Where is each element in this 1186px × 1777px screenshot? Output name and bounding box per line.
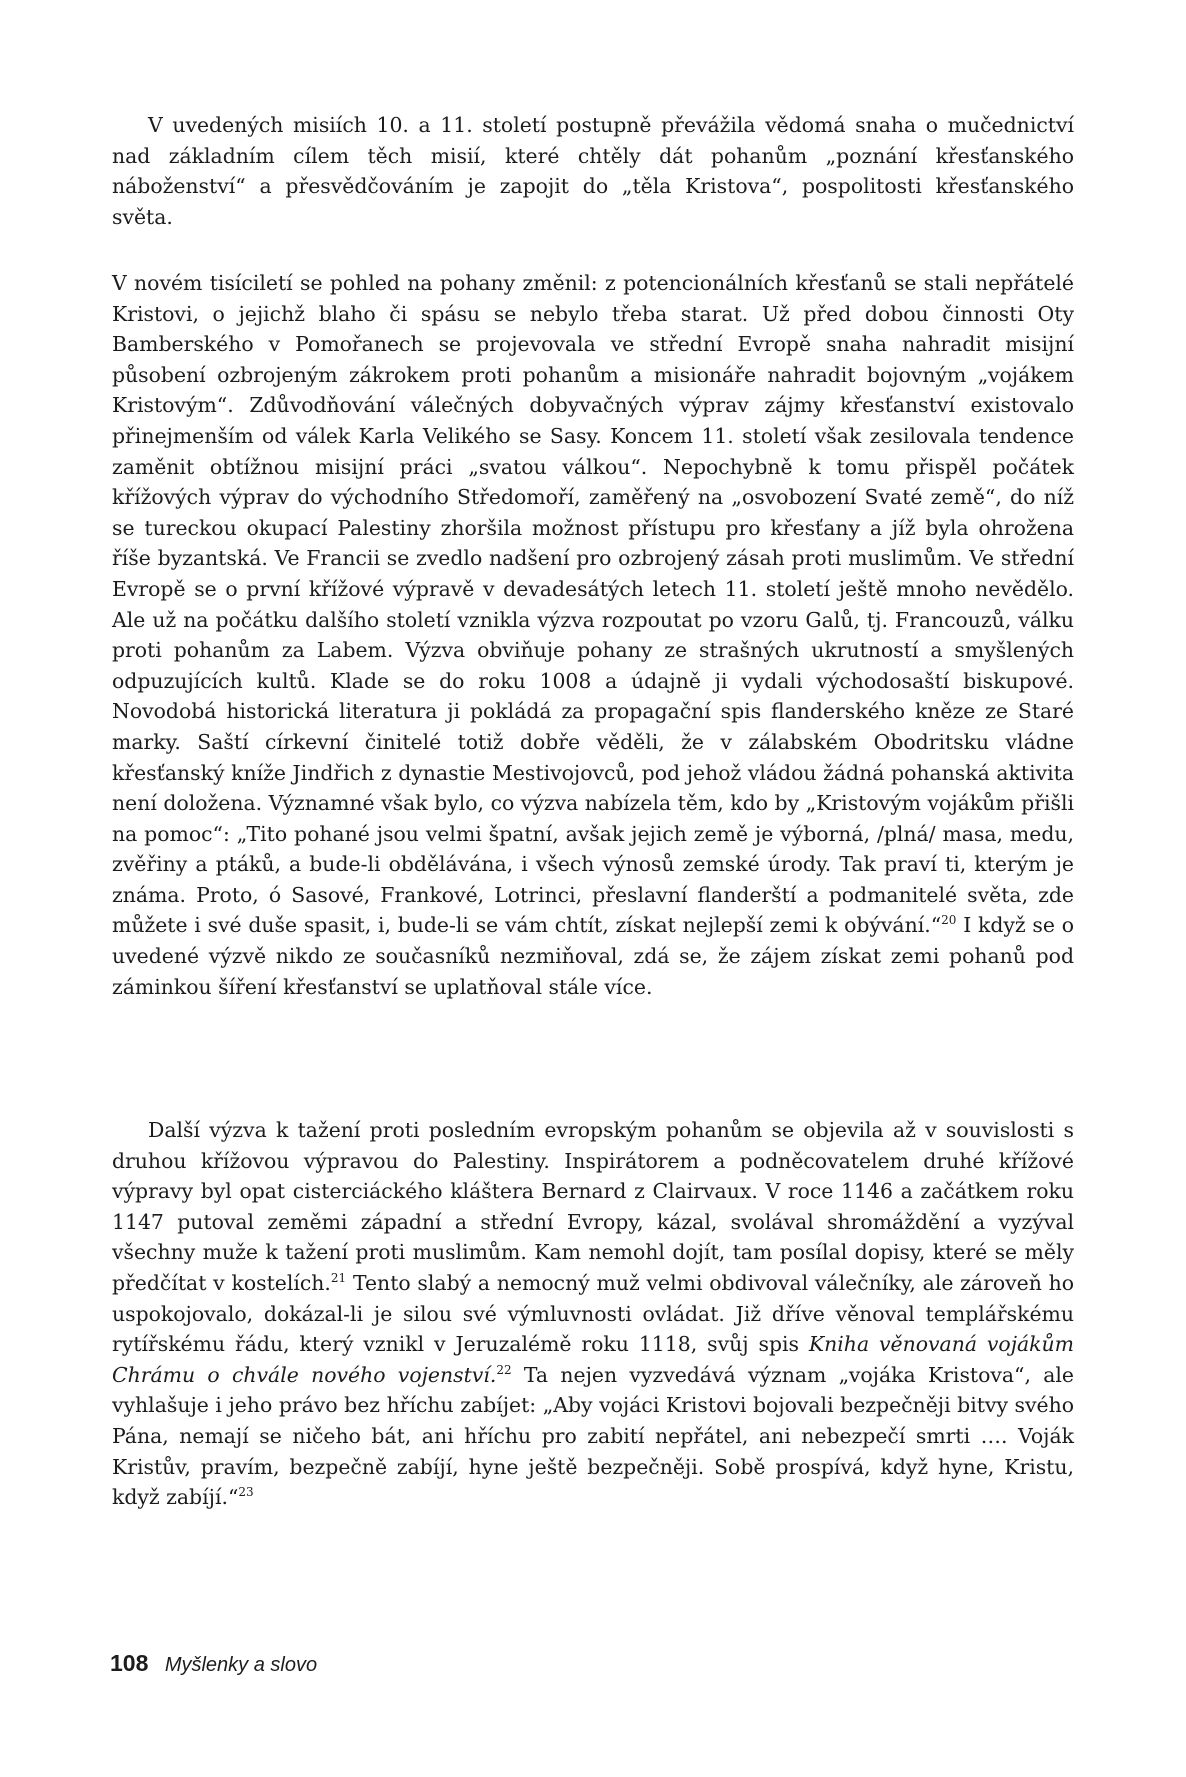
page-number: 108 <box>110 1650 149 1676</box>
footnote-marker: 23 <box>238 1485 254 1500</box>
footnote-marker: 20 <box>941 913 957 928</box>
text-run: Ta nejen vyzvedává význam „vojáka Kristova“, ale vyhlašuje i jeho právo bez hříchu zabíjet: „Aby vojáci Kristovi bojovali bezpečněji bitvy svého Pána, nemají se ničeho bát, ani hříchu pro zabití nepřátel, ani nebezpečí smrti …. Voják Kristův, pravím, bezpečně zabíjí, hyne ještě bezpečněji. Sobě prospívá, když hyne, Kristu, když zabíjí.“ <box>112 1362 1075 1510</box>
paragraph-text <box>112 110 1074 232</box>
footnote-marker: 21 <box>330 1271 347 1286</box>
text-run: Další výzva k tažení proti posledním evropským pohanům se objevila až v souvislosti s druhou křížovou výpravou do Palestiny. Inspirátorem a podněcovatelem druhé křížové výpravy byl opat cisterciáckého kláštera Bernard z Clairvaux. V roce 1146 a začátkem roku 1147 putoval zeměmi západní a střední Evropy, kázal, svolával shromáždění a vyzýval všechny muže k tažení proti muslimům. Kam nemohl dojít, tam posílal dopisy, které se měly předčítat v kostelích. <box>112 1118 1074 1295</box>
paragraph-1 <box>112 110 1074 232</box>
paragraph-2 <box>112 268 1074 1002</box>
italic-title: Kniha věnovaná vojákům Chrámu o chvále nového vojenství. <box>112 1332 1075 1387</box>
text-run: I když se o uvedené výzvě nikdo ze současníků nezmiňoval, zdá se, že zájem získat zemi pohanů pod záminkou šíření křesťanství se uplatňoval stále více. <box>112 913 1074 999</box>
running-title: Myšlenky a slovo <box>164 1654 318 1676</box>
paragraph-text <box>112 268 1074 1002</box>
page-footer <box>110 1650 317 1677</box>
text-run: V novém tisíciletí se pohled na pohany změnil: z potencionálních křesťanů se stali nepřátelé Kristovi, o jejichž blaho či spásu se nebylo třeba starat. Už před dobou činnosti Oty Bamberského v Pomořanech se projevovala ve střední Evropě snaha nahradit misijní působení ozbrojeným zákrokem proti pohanům a misionáře nahradit bojovným „vojákem Kristovým“. Zdůvodňování válečných dobyvačných výprav zájmy křesťanství existovalo přinejmenším od válek Karla Velikého se Sasy. Koncem 11. století však zesilovala tendence zaměnit obtížnou misijní práci „svatou válkou“. Nepochybně k tomu přispěl počátek křížových výprav do východního Středomoří, zaměřený na „osvobození Svaté země“, do níž se tureckou okupací Palestiny zhoršila možnost přístupu pro křesťany a jíž byla ohrožena říše byzantská. Ve Francii se zvedlo nadšení pro ozbrojený zásah proti muslimům. Ve střední Evropě se o první křížové výpravě v devadesátých letech 11. století ještě mnoho nevědělo. Ale už na počátku dalšího století vznikla výzva rozpoutat po vzoru Galů, tj. Francouzů, válku proti pohanům za Labem. Výzva obviňuje pohany ze strašných ukrutností a smyšlených odpuzujících kultů. Klade se do roku 1008 a údajně ji vydali východosaští biskupové. Novodobá historická literatura ji pokládá za propagační spis flanderského kněze ze Staré marky. Saští církevní činitelé totiž dobře věděli, že v zálabském Obodritsku vládne křesťanský kníže Jindřich z dynastie Mestivojovců, pod jehož vládou žádná pohanská aktivita není doložena. Významné však bylo, co výzva nabízela těm, kdo by „Kristovým vojákům přišli na pomoc“: „Tito pohané jsou velmi špatní, avšak jejich země je výborná, /plná/ masa, medu, zvěřiny a ptáků, a bude-li obdělávána, i všech výnosů zemské úrody. Tak praví ti, kterým je známa. Proto, ó Sasové, Frankové, Lotrinci, přeslavní flanderští a podmanitelé světa, zde můžete i své duše spasit, i, bude-li se vám chtít, získat nejlepší zemi k obývání.“ <box>112 271 1074 938</box>
footnote-marker: 22 <box>496 1362 512 1377</box>
text-run: V uvedených misiích 10. a 11. století postupně převážila vědomá snaha o mučednictví nad základním cílem těch misií, které chtěly dát pohanům „poznání křesťanského náboženství“ a přesvědčováním je zapojit do „těla Kristova“, pospolitosti křesťanského světa. <box>112 113 1074 229</box>
text-run: Tento slabý a nemocný muž velmi obdivoval válečníky, ale zároveň ho uspokojovalo, dokázal-li je silou své výmluvnosti ovládat. Již dříve věnoval templářskému rytířskému řádu, který vznikl v Jeruzalémě roku 1118, svůj spis <box>112 1270 1075 1357</box>
paragraph-3 <box>112 1115 1074 1513</box>
paragraph-text <box>112 1115 1074 1513</box>
